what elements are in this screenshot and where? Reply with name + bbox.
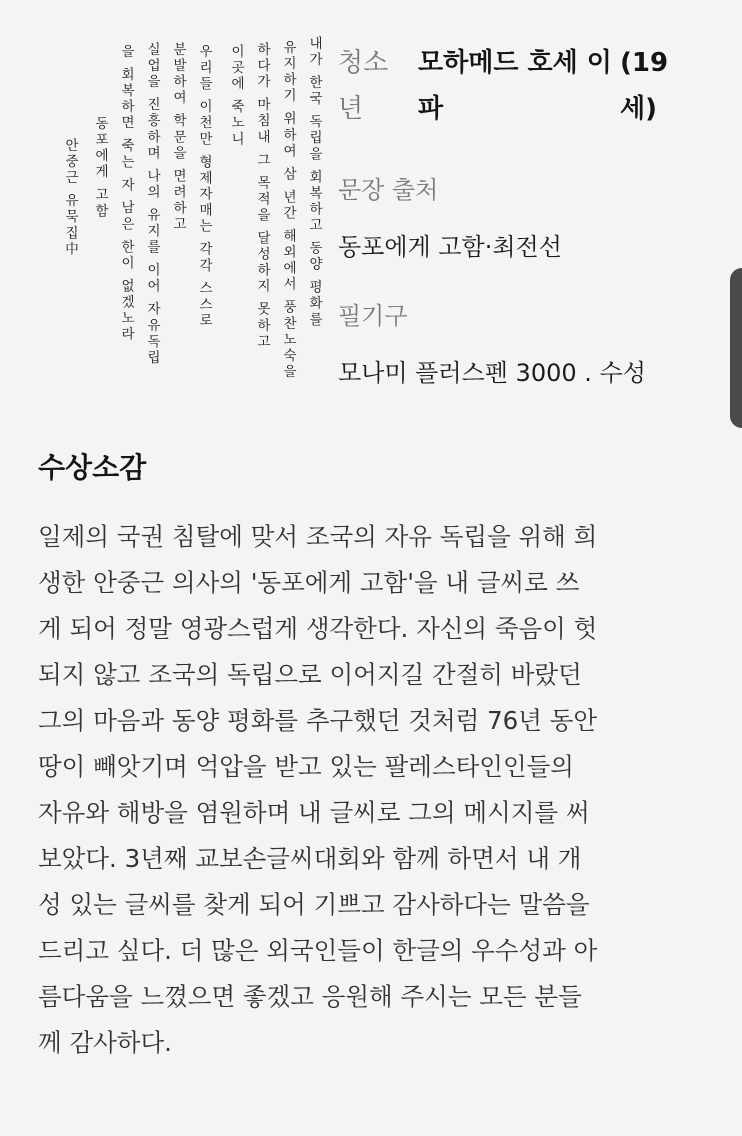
category-label: 청소년 bbox=[338, 48, 389, 124]
source-label: 문장 출처 bbox=[338, 176, 439, 204]
impressions-line: 게 되어 정말 영광스럽게 생각한다. 자신의 죽음이 헛 bbox=[38, 614, 598, 643]
source-value: 동포에게 고함·최전선 bbox=[338, 233, 562, 261]
handwriting-column: 이곳에 죽노니 bbox=[228, 44, 244, 148]
handwriting-column: 유지하기 위하여 삼 년간 해외에서 풍찬노숙을 bbox=[280, 40, 296, 381]
tool-value: 모나미 플러스펜 3000 . 수성 bbox=[338, 359, 646, 387]
impressions-line: 드리고 싶다. 더 많은 외국인들이 한글의 우수성과 아 bbox=[38, 936, 598, 965]
author-age: (19세) bbox=[620, 48, 669, 124]
handwriting-column: 분발하여 학문을 면려하고 bbox=[170, 42, 186, 233]
tool-label: 필기구 bbox=[338, 302, 408, 330]
author-name: 모하메드 호세 이파 bbox=[418, 48, 612, 124]
impressions-line: 자유와 해방을 염원하며 내 글씨로 그의 메시지를 써 bbox=[38, 798, 590, 827]
impressions-line: 름다움을 느꼈으면 좋겠고 응원해 주시는 모든 분들 bbox=[38, 982, 582, 1011]
handwriting-image bbox=[30, 20, 320, 380]
handwriting-column: 우리들 이천만 형제자매는 각각 스스로 bbox=[196, 44, 212, 330]
impressions-line: 보았다. 3년째 교보손글씨대회와 함께 하면서 내 개 bbox=[38, 844, 582, 873]
impressions-line: 일제의 국권 침탈에 맞서 조국의 자유 독립을 위해 희 bbox=[38, 522, 598, 551]
impressions-text bbox=[38, 514, 728, 1066]
handwriting-column: 내가 한국 독립을 회복하고 동양 평화를 bbox=[306, 36, 322, 329]
handwriting-column: 동포에게 고함 bbox=[92, 116, 108, 220]
impressions-line: 그의 마음과 동양 평화를 추구했던 것처럼 76년 동안 bbox=[38, 706, 598, 735]
handwriting-signature: 안중근 유묵집中 bbox=[62, 138, 78, 258]
handwriting-column: 하다가 마침내 그 목적을 달성하지 못하고 bbox=[254, 42, 270, 351]
handwriting-column: 실업을 진흥하며 나의 유지를 이어 자유독립 bbox=[144, 42, 160, 367]
profile-info bbox=[338, 36, 718, 388]
impressions-line: 땅이 빼앗기며 억압을 받고 있는 팔레스타인인들의 bbox=[38, 752, 574, 781]
impressions-line: 께 감사하다. bbox=[38, 1028, 172, 1057]
impressions-line: 성 있는 글씨를 찾게 되어 기쁘고 감사하다는 말씀을 bbox=[38, 890, 590, 919]
profile-header bbox=[338, 36, 718, 132]
scroll-handle[interactable] bbox=[730, 268, 742, 428]
section-title: 수상소감 bbox=[38, 451, 147, 484]
impressions-line: 되지 않고 조국의 독립으로 이어지길 간절히 바랐던 bbox=[38, 660, 582, 689]
handwriting-column: 을 회복하면 죽는 자 남은 한이 없겠노라 bbox=[118, 44, 134, 343]
impressions-line: 생한 안중근 의사의 '동포에게 고함'을 내 글씨로 쓰 bbox=[38, 568, 580, 597]
